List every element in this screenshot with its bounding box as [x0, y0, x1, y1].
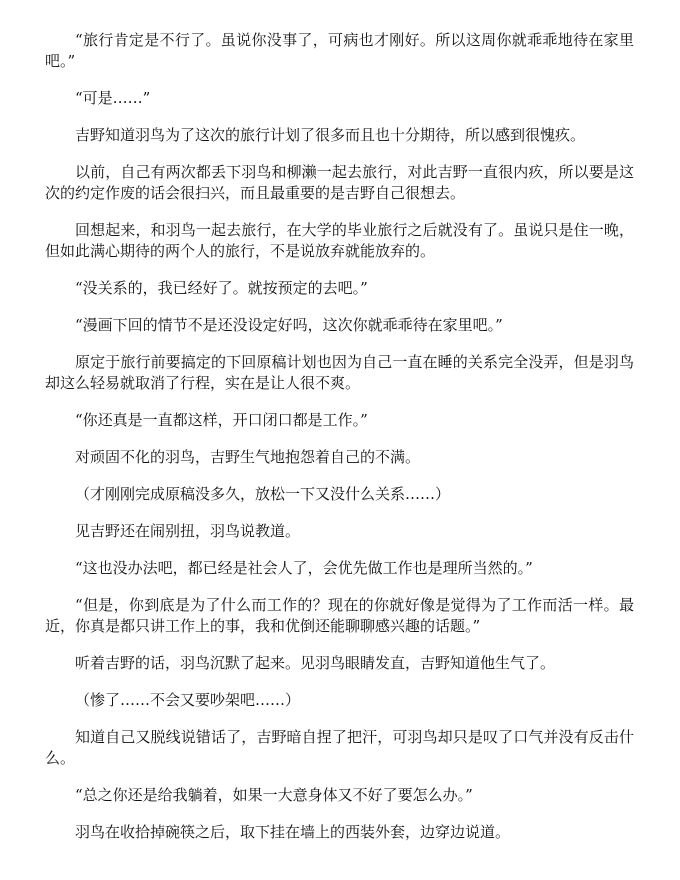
paragraph: （惨了……不会又要吵架吧……）: [75, 691, 301, 709]
paragraph: “但是，你到底是为了什么而工作的？现在的你就好像是觉得为了工作而活一样。最近，你真是都只讲工作上的事，我和优倒还能聊聊感兴趣的话题。”: [45, 596, 634, 635]
paragraph: 原定于旅行前要搞定的下回原稿计划也因为自己一直在睡的关系完全没弄，但是羽鸟却这么轻易就取消了行程，实在是让人很不爽。: [45, 353, 634, 392]
paragraph: （才刚刚完成原稿没多久，放松一下又没什么关系……）: [75, 485, 451, 503]
paragraph: “总之你还是给我躺着，如果一大意身体又不好了要怎么办。”: [75, 786, 473, 804]
paragraph: 知道自己又脱线说错话了，吉野暗自捏了把汗，可羽鸟却只是叹了口气并没有反击什么。: [45, 728, 634, 767]
paragraph: 见吉野还在闹别扭，羽鸟说教道。: [75, 522, 301, 540]
paragraph: “漫画下回的情节不是还没设定好吗，这次你就乖乖待在家里吧。”: [75, 316, 503, 334]
paragraph: 以前，自己有两次都丢下羽鸟和柳濑一起去旅行，对此吉野一直很内疚，所以要是这次的约定作废的话会很扫兴，而且最重要的是吉野自己很想去。: [45, 163, 634, 202]
paragraph: “没关系的，我已经好了。就按预定的去吧。”: [75, 279, 368, 297]
paragraph: 听着吉野的话，羽鸟沉默了起来。见羽鸟眼睛发直，吉野知道他生气了。: [75, 654, 556, 672]
paragraph: 回想起来，和羽鸟一起去旅行，在大学的毕业旅行之后就没有了。虽说只是住一晚，但如此满心期待的两个人的旅行，不是说放弃就能放弃的。: [45, 221, 634, 260]
paragraph: 羽鸟在收拾掉碗筷之后，取下挂在墙上的西装外套，边穿边说道。: [75, 823, 511, 841]
paragraph: “旅行肯定是不行了。虽说你没事了，可病也才刚好。所以这周你就乖乖地待在家里吧。”: [45, 31, 634, 70]
paragraph: “你还真是一直都这样，开口闭口都是工作。”: [75, 411, 368, 429]
paragraph: “可是……”: [75, 89, 151, 107]
paragraph: 对顽固不化的羽鸟，吉野生气地抱怨着自己的不满。: [75, 448, 421, 466]
paragraph: 吉野知道羽鸟为了这次的旅行计划了很多而且也十分期待，所以感到很愧疚。: [75, 126, 586, 144]
paragraph: “这也没办法吧，都已经是社会人了，会优先做工作也是理所当然的。”: [75, 559, 533, 577]
